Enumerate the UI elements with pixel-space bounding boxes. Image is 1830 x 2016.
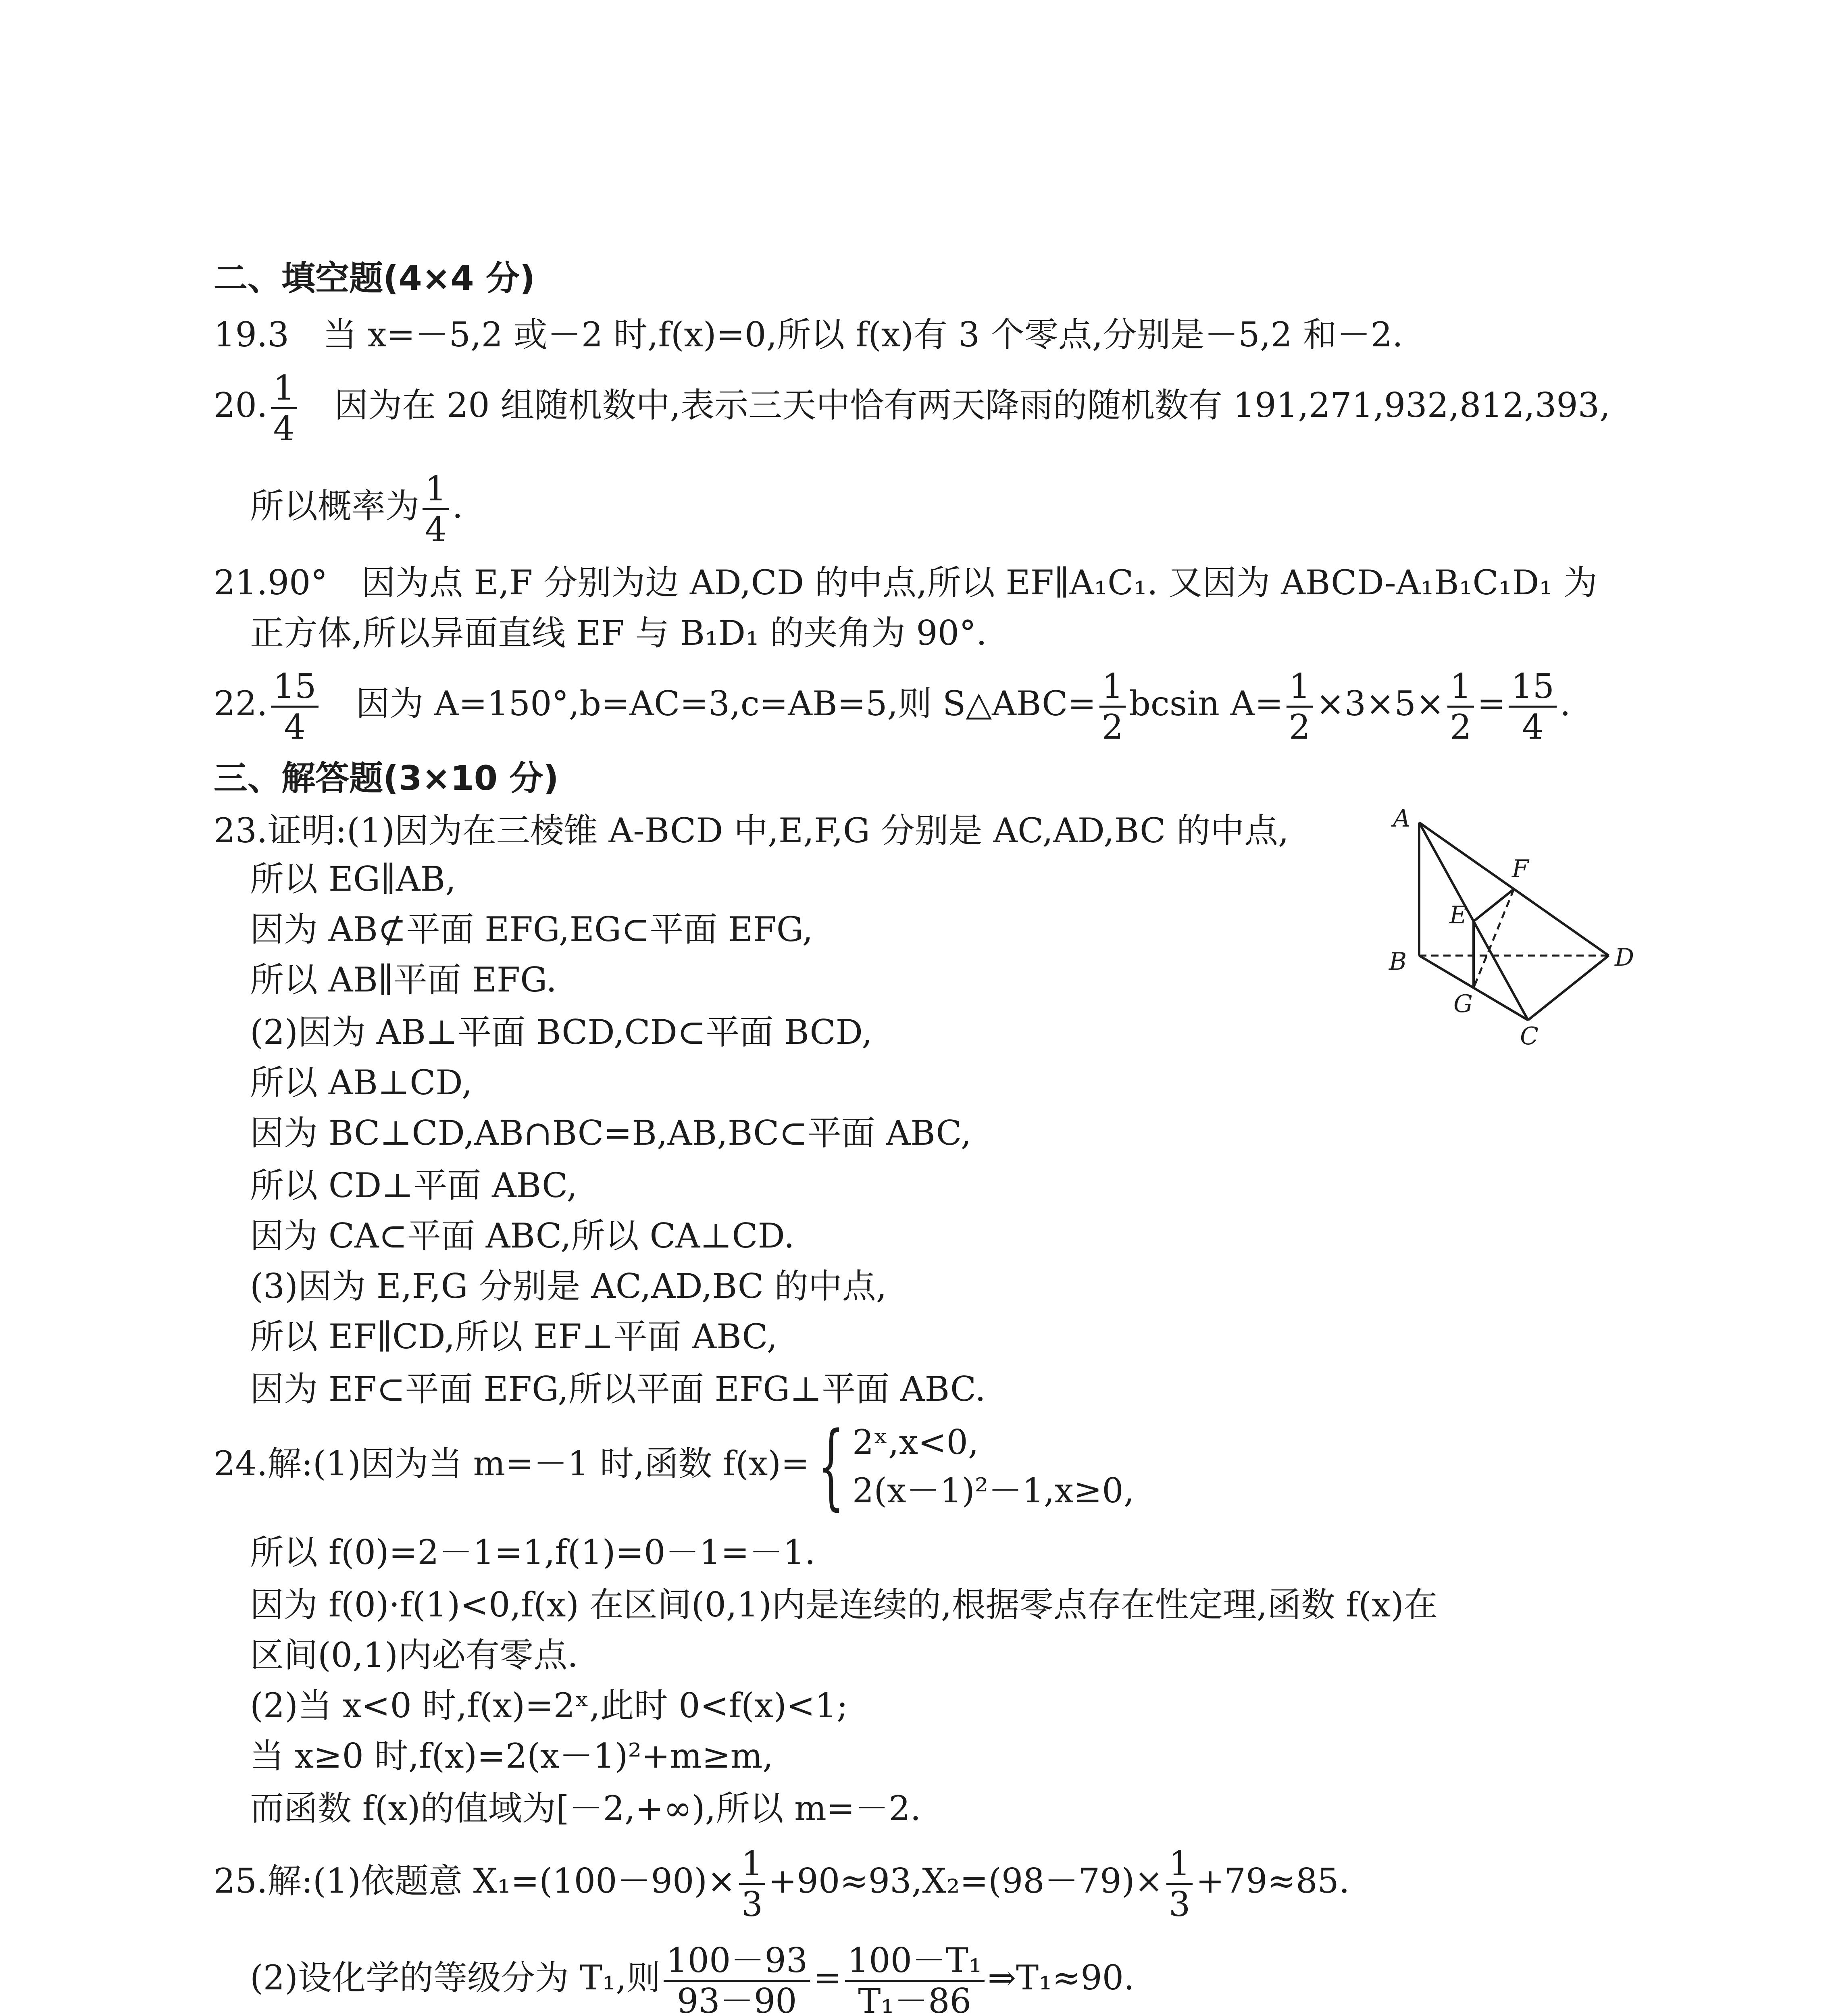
probability-fraction: [423, 469, 449, 549]
label-g: G: [1453, 990, 1473, 1018]
answer-22-value: [271, 666, 319, 747]
fraction: [1447, 666, 1474, 747]
answer-23-line: 因为 AB⊄平面 EFG,EG⊂平面 EFG,: [250, 910, 813, 949]
answer-23-line: (3)因为 E,F,G 分别是 AC,AD,BC 的中点,: [250, 1266, 887, 1306]
answer-23-line: 所以 EF∥CD,所以 EF⊥平面 ABC,: [250, 1317, 778, 1356]
answer-20-number: 20.: [214, 385, 268, 425]
piecewise-cases: [852, 1418, 1135, 1515]
fraction-numerator: 15: [271, 669, 319, 708]
fraction-denominator: 2: [1101, 707, 1124, 747]
fraction: [845, 1940, 985, 2016]
label-d: D: [1615, 943, 1634, 972]
fraction: [739, 1843, 765, 1924]
section-fill-in-title: 二、填空题(4×4 分): [214, 258, 535, 298]
piecewise-case-2: 2(x－1)²－1,x≥0,: [852, 1471, 1135, 1510]
answer-21-line-1: 21.90° 因为点 E,F 分别为边 AD,CD 的中点,所以 EF∥A₁C₁. 又因为 ABCD-A₁B₁C₁D₁ 为: [214, 563, 1598, 602]
label-b: B: [1389, 948, 1407, 976]
label-e: E: [1449, 901, 1467, 929]
fraction-denominator: 4: [425, 509, 447, 549]
answer-25-text: +90≈93,X₂=(98－79)×: [768, 1861, 1163, 1901]
answer-22-text: =: [1477, 684, 1506, 723]
fraction: [1166, 1843, 1193, 1924]
answer-24-intro: [214, 1412, 1135, 1520]
fraction: [1287, 666, 1313, 747]
answer-20-cont-text: 所以概率为: [250, 486, 420, 526]
tetrahedron-figure: [1363, 790, 1677, 1048]
fraction-numerator: 1: [271, 371, 297, 409]
answer-23-line: 23.证明:(1)因为在三棱锥 A-BCD 中,E,F,G 分别是 AC,AD,BC 的中点,: [214, 811, 1289, 850]
fraction-denominator: 4: [273, 408, 295, 448]
fraction-denominator: 93－90: [677, 1981, 797, 2016]
answer-23-line: 因为 EF⊂平面 EFG,所以平面 EFG⊥平面 ABC.: [250, 1369, 986, 1409]
fraction-numerator: 100－T₁: [845, 1943, 985, 1982]
answer-25-line-1: [214, 1839, 1350, 1923]
answer-25-text: ⇒T₁≈90.: [987, 1958, 1135, 1997]
figure-lines: [1419, 823, 1609, 1020]
answer-23-line: 因为 CA⊂平面 ABC,所以 CA⊥CD.: [250, 1216, 795, 1256]
answer-23-line: (2)因为 AB⊥平面 BCD,CD⊂平面 BCD,: [250, 1012, 872, 1052]
answer-25-text: +79≈85.: [1196, 1861, 1350, 1901]
answer-24-line: (2)当 x<0 时,f(x)=2ˣ,此时 0<f(x)<1;: [250, 1686, 848, 1725]
answer-22-text: .: [1560, 684, 1571, 723]
answer-24-text: 24.解:(1)因为当 m=－1 时,函数 f(x)=: [214, 1444, 810, 1483]
edge-cd: [1528, 956, 1609, 1020]
fraction-numerator: 1: [1287, 669, 1313, 708]
fraction-numerator: 1: [423, 472, 449, 510]
answer-20-cont-end: .: [452, 486, 463, 526]
fraction-denominator: T₁－86: [858, 1981, 972, 2016]
answer-22-text: bcsin A=: [1129, 684, 1283, 723]
fraction-denominator: 4: [284, 707, 306, 747]
fraction: [1509, 666, 1557, 747]
fraction-denominator: 3: [741, 1884, 763, 1924]
answer-23-line: 因为 BC⊥CD,AB∩BC=B,AB,BC⊂平面 ABC,: [250, 1113, 972, 1153]
fraction-numerator: 15: [1509, 669, 1557, 708]
answer-20: [214, 363, 1610, 448]
label-c: C: [1520, 1022, 1539, 1048]
answer-22: [214, 661, 1571, 746]
answer-22-text: ×3×5×: [1316, 684, 1445, 723]
answer-24-line: 当 x≥0 时,f(x)=2(x－1)²+m≥m,: [250, 1736, 773, 1776]
answer-23-line: 所以 EG∥AB,: [250, 859, 456, 899]
answer-24-line: 因为 f(0)·f(1)<0,f(x) 在区间(0,1)内是连续的,根据零点存在性定理,函数 f(x)在: [250, 1585, 1438, 1624]
answer-23-line: 所以 AB⊥CD,: [250, 1063, 473, 1102]
answer-22-text: 因为 A=150°,b=AC=3,c=AB=5,则 S△ABC=: [322, 684, 1096, 723]
answer-25-text: =: [813, 1958, 842, 1997]
answer-23-line: 所以 AB∥平面 EFG.: [250, 960, 557, 1000]
answer-23-line: 所以 CD⊥平面 ABC,: [250, 1166, 577, 1205]
answer-25-line-2: [250, 1935, 1135, 2016]
answer-20-continuation: [250, 464, 463, 548]
answer-24-line: 而函数 f(x)的值域为[－2,+∞),所以 m=－2.: [250, 1789, 921, 1828]
fraction-numerator: 100－93: [664, 1943, 810, 1982]
piecewise-brace: {: [817, 1412, 844, 1520]
vertex-labels: [1389, 804, 1634, 1048]
fraction-numerator: 1: [1447, 669, 1474, 708]
section-solutions-title: 三、解答题(3×10 分): [214, 758, 559, 798]
answer-24-line: 所以 f(0)=2－1=1,f(1)=0－1=－1.: [250, 1533, 816, 1572]
answer-25-text: 25.解:(1)依题意 X₁=(100－90)×: [214, 1861, 736, 1901]
fraction: [664, 1940, 810, 2016]
piecewise-case-1: 2ˣ,x<0,: [852, 1422, 979, 1462]
label-a: A: [1393, 804, 1411, 833]
answer-22-number: 22.: [214, 684, 268, 723]
fraction-numerator: 1: [739, 1847, 765, 1885]
answer-24-line: 区间(0,1)内必有零点.: [250, 1635, 578, 1675]
fraction-denominator: 2: [1289, 707, 1311, 747]
answer-20-explanation: 因为在 20 组随机数中,表示三天中恰有两天降雨的随机数有 191,271,932,812,393,: [300, 385, 1610, 425]
label-f: F: [1512, 855, 1529, 883]
fraction-denominator: 2: [1450, 707, 1472, 747]
answer-20-value: [271, 368, 297, 448]
answer-25-text: (2)设化学的等级分为 T₁,则: [250, 1958, 661, 1997]
fraction-denominator: 4: [1522, 707, 1544, 747]
fraction: [1099, 666, 1126, 747]
answer-19: 19.3 当 x=－5,2 或－2 时,f(x)=0,所以 f(x)有 3 个零点,分别是－5,2 和－2.: [214, 315, 1403, 354]
fraction-numerator: 1: [1099, 669, 1126, 708]
answer-21-line-2: 正方体,所以异面直线 EF 与 B₁D₁ 的夹角为 90°.: [250, 613, 987, 653]
fraction-numerator: 1: [1166, 1847, 1193, 1885]
fraction-denominator: 3: [1168, 1884, 1191, 1924]
